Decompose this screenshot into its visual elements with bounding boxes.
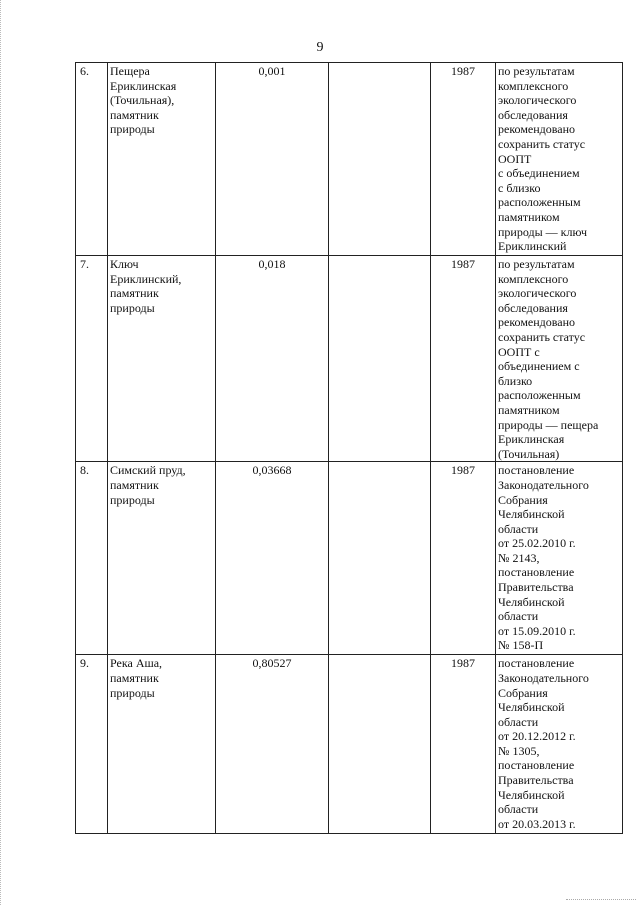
legal-basis-line: постановление — [498, 656, 575, 671]
table-row — [76, 63, 623, 256]
object-name-line: памятник — [110, 107, 159, 122]
object-name-line: Пещера — [110, 64, 150, 78]
legal-basis-line: Челябинской — [498, 507, 565, 522]
legal-basis-line: рекомендовано — [498, 122, 576, 137]
row-number: 6. — [80, 64, 89, 78]
object-name-line: природы — [110, 492, 155, 507]
row-number: 8. — [80, 463, 89, 478]
year-cell: 1987 — [431, 462, 496, 655]
area-cell: 0,018 — [216, 256, 329, 462]
row-number: 7. — [80, 257, 89, 271]
row-number-cell — [76, 256, 108, 462]
object-name-line: природы — [110, 300, 155, 315]
row-number-cell — [76, 63, 108, 256]
protected-areas-table — [75, 62, 623, 834]
legal-basis-line: Челябинской — [498, 700, 565, 715]
row-number: 9. — [80, 656, 89, 671]
legal-basis-line: памятником — [498, 402, 560, 417]
row-number-cell — [76, 462, 108, 655]
empty-cell — [329, 655, 431, 834]
legal-basis-line: сохранить статус — [498, 136, 586, 151]
scan-corner-mark — [566, 899, 636, 903]
legal-basis-line: области — [498, 714, 539, 729]
legal-basis-line: Правительства — [498, 773, 574, 788]
empty-cell — [329, 256, 431, 462]
legal-basis-line: постановление — [498, 758, 575, 773]
legal-basis-line: расположенным — [498, 195, 581, 210]
object-name-cell — [108, 655, 216, 834]
legal-basis-line: от 15.09.2010 г. — [498, 623, 576, 638]
legal-basis-line: рекомендовано — [498, 315, 576, 330]
legal-basis-line: Ериклинский — [498, 239, 567, 254]
legal-basis-line: с объединением — [498, 166, 580, 181]
empty-cell — [329, 63, 431, 256]
legal-basis-line: расположенным — [498, 388, 581, 403]
legal-basis-line: обследования — [498, 107, 568, 122]
object-name-line: памятник — [110, 286, 159, 301]
legal-basis-line: постановление — [498, 565, 575, 580]
legal-basis-line: сохранить статус — [498, 329, 586, 344]
legal-basis-line: постановление — [498, 463, 575, 478]
year-cell: 1987 — [431, 256, 496, 462]
legal-basis-line: области — [498, 521, 539, 536]
object-name-cell — [108, 63, 216, 256]
legal-basis-line: природы — ключ — [498, 224, 588, 239]
object-name-line: Ериклинская — [110, 78, 177, 93]
object-name-line: памятник — [110, 477, 159, 492]
legal-basis-line: (Точильная) — [498, 446, 560, 461]
legal-basis-line: Собрания — [498, 685, 548, 700]
legal-basis-line: по результатам — [498, 64, 575, 78]
object-name-line: (Точильная), — [110, 93, 175, 108]
area-cell: 0,80527 — [216, 655, 329, 834]
legal-basis-cell — [496, 63, 623, 256]
legal-basis-line: от 20.03.2013 г. — [498, 816, 576, 831]
legal-basis-cell — [496, 256, 623, 462]
object-name-line: памятник — [110, 670, 159, 685]
object-name-cell — [108, 256, 216, 462]
legal-basis-line: № 1305, — [498, 743, 540, 758]
legal-basis-line: Челябинской — [498, 594, 565, 609]
legal-basis-line: от 20.12.2012 г. — [498, 729, 576, 744]
legal-basis-line: комплексного — [498, 271, 569, 286]
object-name-line: Ключ — [110, 257, 139, 271]
legal-basis-line: природы — пещера — [498, 417, 599, 432]
legal-basis-line: Правительства — [498, 580, 574, 595]
object-name-line: Ериклинский, — [110, 271, 182, 286]
object-name-line: природы — [110, 685, 155, 700]
empty-cell — [329, 462, 431, 655]
legal-basis-cell — [496, 655, 623, 834]
row-number-cell — [76, 655, 108, 834]
table-row — [76, 256, 623, 462]
scan-edge-mark — [0, 0, 3, 905]
legal-basis-line: близко — [498, 373, 533, 388]
legal-basis-line: памятником — [498, 209, 560, 224]
year-cell: 1987 — [431, 655, 496, 834]
table-row — [76, 462, 623, 655]
legal-basis-line: экологического — [498, 93, 577, 108]
year-cell: 1987 — [431, 63, 496, 256]
legal-basis-line: области — [498, 609, 539, 624]
legal-basis-line: с близко — [498, 180, 541, 195]
legal-basis-line: Ериклинская — [498, 432, 565, 447]
object-name-line: Симский пруд, — [110, 463, 186, 478]
legal-basis-line: экологического — [498, 286, 577, 301]
area-cell: 0,001 — [216, 63, 329, 256]
legal-basis-line: Законодательного — [498, 670, 589, 685]
legal-basis-line: объединением с — [498, 359, 580, 374]
legal-basis-line: комплексного — [498, 78, 569, 93]
table-row — [76, 655, 623, 834]
legal-basis-cell — [496, 462, 623, 655]
legal-basis-line: ООПТ с — [498, 344, 540, 359]
legal-basis-line: Челябинской — [498, 787, 565, 802]
legal-basis-line: Законодательного — [498, 477, 589, 492]
object-name-line: природы — [110, 122, 155, 137]
legal-basis-line: № 2143, — [498, 550, 540, 565]
legal-basis-line: области — [498, 802, 539, 817]
legal-basis-line: ООПТ — [498, 151, 532, 166]
page-number: 9 — [316, 40, 324, 55]
object-name-line: Река Аша, — [110, 656, 163, 671]
legal-basis-line: Собрания — [498, 492, 548, 507]
legal-basis-line: № 158-П — [498, 638, 544, 653]
area-cell: 0,03668 — [216, 462, 329, 655]
legal-basis-line: от 25.02.2010 г. — [498, 536, 576, 551]
legal-basis-line: по результатам — [498, 257, 575, 271]
object-name-cell — [108, 462, 216, 655]
legal-basis-line: обследования — [498, 300, 568, 315]
